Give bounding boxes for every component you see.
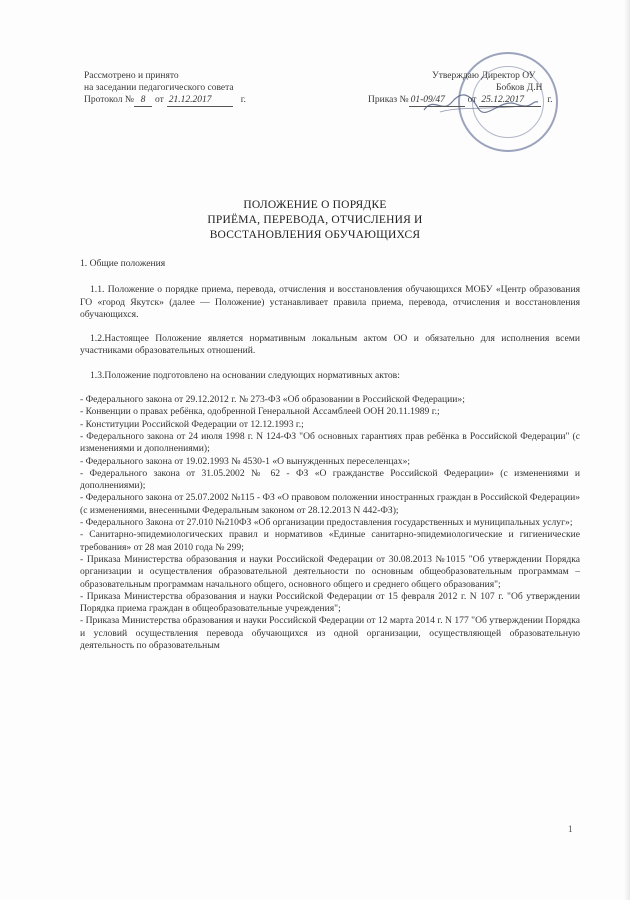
paragraph-1-3: 1.3.Положение подготовлено на основании следующих нормативных актов: [90, 369, 400, 381]
paragraph-1-2: 1.2.Настоящее Положение является нормативным локальным актом ОО и обязательно для исполнения всеми участниками образовательных отношений. [80, 333, 580, 357]
title-line2: ПРИЁМА, ПЕРЕВОДА, ОТЧИСЛЕНИЯ И [207, 214, 423, 226]
approval-right-line2: Бобков Д.Н [496, 83, 543, 93]
order-date: 25.12.2017 [479, 94, 541, 107]
document-title [0, 198, 630, 243]
legal-act-item: - Санитарно-эпидемиологических правил и нормативов «Единые санитарно-эпидемиологические и гигиенические требования» от 28 мая 2010 года № 299; [80, 529, 580, 553]
legal-act-item: - Федерального закона от 29.12.2012 г. № 273-ФЗ «Об образовании в Российской Федерации»; [80, 394, 465, 406]
paragraph-1-1: 1.1. Положение о порядке приема, перевода, отчисления и восстановления обучающихся МОБУ «Центр образования ГО «город Якутск» (далее — Положение) устанавливает правила приема, перевода, отчисления и восстановления обучающихся. [80, 284, 580, 320]
protocol-suffix: г. [240, 95, 246, 105]
protocol-number: 8 [134, 94, 152, 107]
document-body [80, 258, 580, 652]
legal-act-item: - Федерального закона от 25.07.2002 №115 - ФЗ «О правовом положении иностранных граждан в Российской Федерации» (с изменениями, внесенными Федеральным законом от 28.12.2013 N 442-ФЗ); [80, 492, 580, 516]
order-label: Приказ № [368, 95, 409, 105]
legal-act-item: - Федерального закона от 31.05.2002 № 62 - ФЗ «О гражданстве Российской Федерации» (с изменениями и дополнениями); [80, 467, 580, 492]
legal-act-item: - Приказа Министерства образования и науки Российской Федерации от 12 марта 2014 г. N 177 "Об утверждении Порядка и условий осуществления перевода обучающихся из одной организации, осуществляющей образовательную деятельность по образовательным [80, 615, 580, 652]
legal-act-item: - Конвенции о правах ребёнка, одобренной Генеральной Ассамблеей ООН 20.11.1989 г.; [80, 406, 440, 418]
section-heading: 1. Общие положения [80, 258, 166, 269]
legal-act-item: - Федерального закона от 24 июля 1998 г. N 124-ФЗ "Об основных гарантиях прав ребёнка в Российской Федерации" (с изменениями и дополнениями); [80, 430, 580, 455]
page-number: 1 [568, 824, 573, 834]
legal-act-item: - Федерального Закона от 27.010 №210ФЗ «Об организации предоставления государственных и муниципальных услуг»; [80, 517, 573, 529]
protocol-date: 21.12.2017 [167, 94, 233, 107]
protocol-line [84, 94, 304, 107]
order-line [368, 94, 582, 107]
approval-left-line1: Рассмотрено и принято [84, 71, 179, 81]
approval-right-line1: Утверждаю Директор ОУ [432, 71, 536, 81]
protocol-label: Протокол № [84, 95, 134, 105]
order-number: 01-09/47 [409, 94, 465, 107]
legal-act-item: - Федерального закона от 19.02.1993 № 4530-1 «О вынужденных переселенцах»; [80, 455, 411, 467]
legal-act-item: - Конституции Российской Федерации от 12.12.1993 г.; [80, 418, 304, 430]
title-line1: ПОЛОЖЕНИЕ О ПОРЯДКЕ [243, 199, 387, 211]
title-line3: ВОССТАНОВЛЕНИЯ ОБУЧАЮЩИХСЯ [209, 229, 421, 241]
legal-acts-list [80, 394, 580, 652]
legal-act-item: - Приказа Министерства образования и науки Российской Федерации от 15 февраля 2012 г. N 107 г. "Об утверждении Порядка приема граждан в общеобразовательные учреждения"; [80, 590, 580, 615]
approval-block-left [84, 70, 304, 107]
order-suffix: г. [547, 95, 553, 105]
approval-block-right [368, 70, 582, 107]
approval-left-line2: на заседании педагогического совета [84, 83, 234, 93]
order-from: от [467, 95, 477, 105]
legal-act-item: - Приказа Министерства образования и науки Российской Федерации от 30.08.2013 №1015 "Об утверждении Порядка организации и осуществления образовательной деятельности по основным общеобразовательным программам – образовательным программам начального общего, основного общего и среднего общего образования"; [80, 553, 580, 590]
protocol-from: от [154, 95, 164, 105]
